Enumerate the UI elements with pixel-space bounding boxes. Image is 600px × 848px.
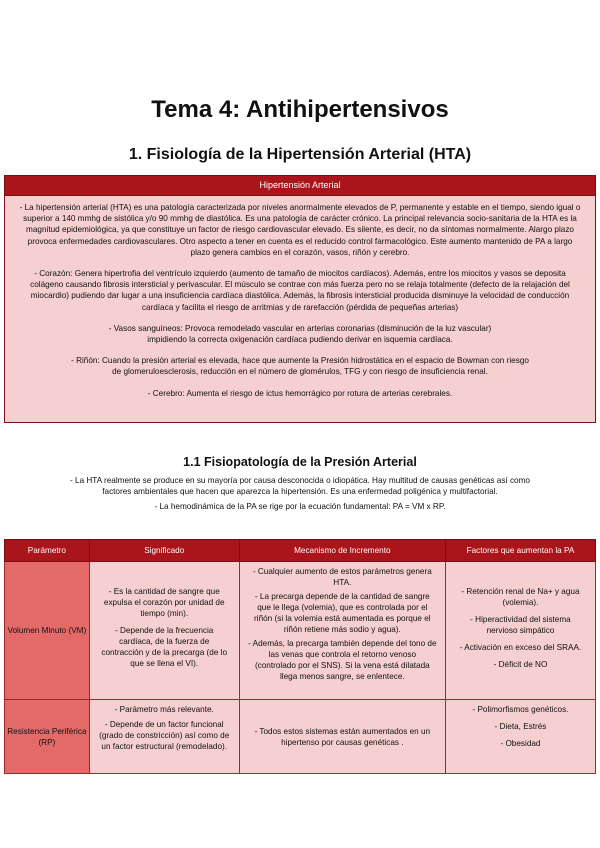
box-body xyxy=(5,196,595,399)
parameters-table xyxy=(4,539,596,774)
cell-text: - Además, la precarga también depende del tono de las venas que controla el retorno venoso (controlado por el SNS). Si la vena está dilatada llega menos sangre, se enlentece. xyxy=(248,639,437,681)
section-1-heading: 1. Fisiología de la Hipertensión Arterial (HTA) xyxy=(128,146,472,163)
cell-text: - Déficit de NO xyxy=(493,659,548,669)
table-cell xyxy=(239,562,445,700)
cell-text: - Obesidad xyxy=(500,739,541,748)
cell-text: - Hiperactividad del sistema nervioso simpático xyxy=(470,614,571,635)
box-header: Hipertensión Arterial xyxy=(5,176,595,196)
page-title: Tema 4: Antihipertensivos xyxy=(151,96,449,123)
column-header: Mecanismo de Incremento xyxy=(239,540,445,562)
cell-text: - Es la cantidad de sangre que expulsa el corazón por unidad de tiempo (min). xyxy=(103,587,225,618)
cell-text: - Todos estos sistemas están aumentados en un hipertenso por causas genéticas . xyxy=(254,726,431,747)
column-header: Factores que aumentan la PA xyxy=(445,540,595,562)
cell-text: - Retención renal de Na+ y agua (volemia). xyxy=(461,586,580,607)
row-header-rp: Resistencia Periférica (RP) xyxy=(5,700,90,774)
cell-text: - Depende de la frecuencia cardíaca, de la fuerza de contracción y de la precarga (de lo que se llena el VI). xyxy=(101,626,228,668)
paragraph-vasos: - Vasos sanguíneos: Provoca remodelado vascular en arterias coronarias (disminución de la luz vascular) impidiendo la correcta oxigenación cardíaca pudiendo derivar en isquemia cardíaca. xyxy=(108,323,492,345)
section-2-intro xyxy=(70,475,530,516)
table-cell xyxy=(89,562,239,700)
cell-text: - Cualquier aumento de estos parámetros genera HTA. xyxy=(252,567,432,587)
intro-paragraph: - La HTA realmente se produce en su mayoría por causa desconocida o idiopática. Hay multitud de causas genéticas así como factores ambientales que hacen que aparezca la hipertensión. Es una enfermedad poligénica y multifactorial. xyxy=(70,476,530,496)
table-row xyxy=(5,562,596,700)
section-2-heading: 1.1 Fisiopatología de la Presión Arterial xyxy=(183,455,417,469)
table-cell xyxy=(239,700,445,774)
paragraph-corazon: - Corazón: Genera hipertrofia del ventrículo izquierdo (aumento de tamaño de miocitos cardíacos). Además, entre los miocitos y vasos se deposita colágeno causando fibrosis intersticial y perivascular. El músculo se contrae con más fuerza pero no se relaja totalmente (defecto de la relajación del miocardio) pudiendo dar lugar a una insuficiencia cardíaca diastólica. Además, la fibrosis intersticial producida disminuye la velocidad de conducción cardíaca y facilita el riesgo de arritmias y de rarefacción (pérdida de pequeñas arterias) xyxy=(30,269,570,312)
table-row xyxy=(5,700,596,774)
cell-text: - Activación en exceso del SRAA. xyxy=(459,642,582,652)
paragraph-cerebro: - Cerebro: Aumenta el riesgo de ictus hemorrágico por rotura de arterias cerebrales. xyxy=(147,388,453,398)
paragraph-hta-definition: - La hipertensión arterial (HTA) es una patología caracterizada por niveles anormalmente elevados de P, permanente y estable en el tiempo, siendo igual o superior a 140 mmhg de sistólica y/o 90 mmhg de diastólica. Es una patología de carácter crónico. La principal relevancia socio-sanitaria de la HTA es la magnitud epidemiológica, ya que constituye un factor de riesgo cardiovascular elevado. Es silente, es decir, no da síntomas normalmente. Alargo plazo provoca enfermedades cardiovasculares. Otro aspecto a tener en cuenta es el reducido control farmacológico. Este aumento mantenido de PA a largo plazo genera cambios en el corazón, vasos, riñón y cerebro. xyxy=(19,203,581,257)
cell-text: - La precarga depende de la cantidad de sangre que le llega (volemia), que es controlada por el riñón (si la volemia está aumentada es porque el riñón retiene más sodio y agua). xyxy=(254,592,431,634)
cell-text: - Parámetro más relevante. xyxy=(114,705,214,714)
intro-equation: - La hemodinámica de la PA se rige por la ecuación fundamental: PA = VM x RP. xyxy=(154,502,446,511)
column-header: Parámetro xyxy=(5,540,90,562)
cell-text: - Polimorfismos genéticos. xyxy=(472,705,569,714)
cell-text: - Depende de un factor funcional (grado de constricción) así como de un factor estructural (remodelado). xyxy=(99,720,230,751)
cell-text: - Dieta, Estrés xyxy=(494,722,547,731)
table-cell xyxy=(89,700,239,774)
table-cell xyxy=(445,562,595,700)
table-header-row xyxy=(5,540,596,562)
hta-summary-box xyxy=(4,175,596,423)
paragraph-rinon: - Riñón: Cuando la presión arterial es elevada, hace que aumente la Presión hidrostática en el espacio de Bowman con riesgo de glomeruloesclerosis, reducción en el número de glomérulos, TFG y con riesgo de insuficiencia renal. xyxy=(71,356,529,377)
column-header: Significado xyxy=(89,540,239,562)
table-cell xyxy=(445,700,595,774)
row-header-vm: Volumen Minuto (VM) xyxy=(5,562,90,700)
